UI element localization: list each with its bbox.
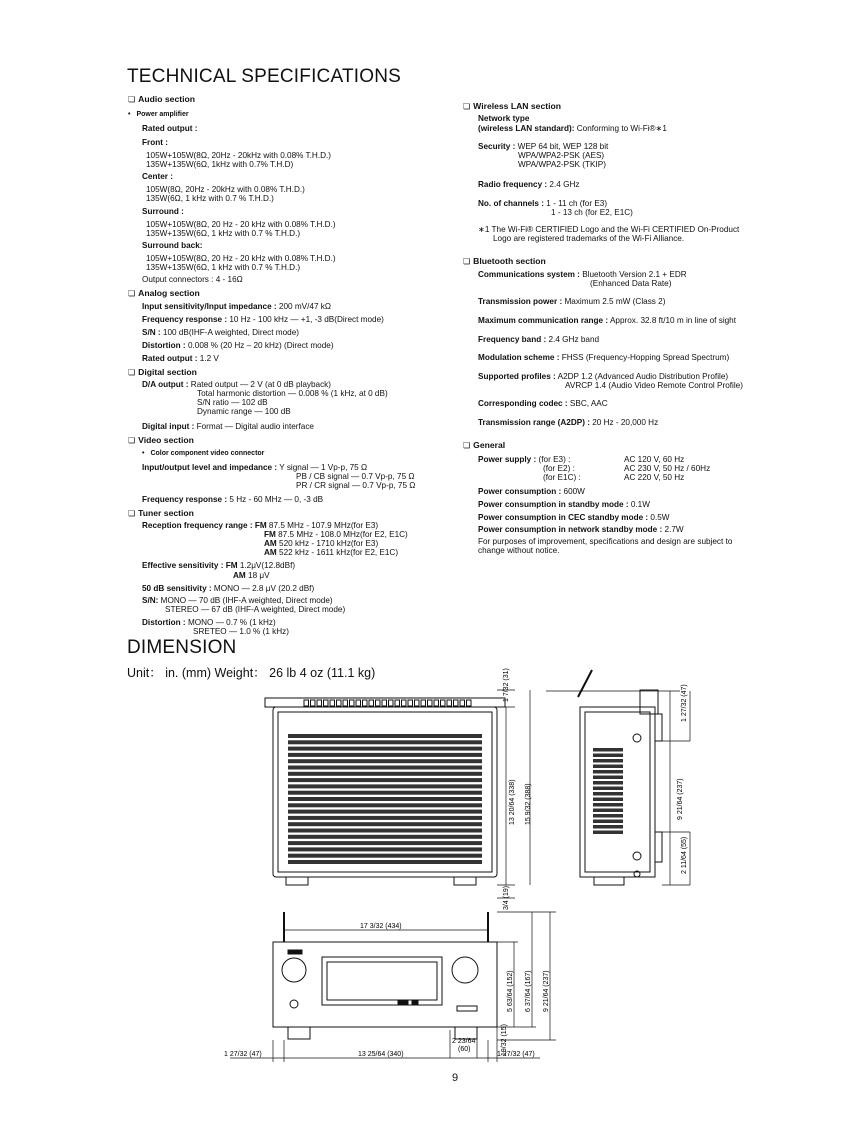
connector-mark: [460, 700, 465, 706]
spec-line: AC 120 V, 60 Hz: [624, 455, 685, 464]
vent-slot: [593, 770, 623, 774]
spec-line: 135W(6Ω, 1 kHz with 0.7 % T.H.D.): [146, 194, 274, 203]
spec-line: [478, 513, 670, 523]
vent-slot: [288, 740, 482, 744]
vent-slot: [288, 847, 482, 851]
spec-label: Security :: [478, 142, 516, 151]
spec-line: WPA/WPA2-PSK (AES): [518, 151, 605, 160]
spec-value: 100 dB(IHF-A weighted, Direct mode): [160, 328, 299, 337]
spec-value: Approx. 32.8 ft/10 m in line of sight: [608, 316, 737, 325]
spec-line: [142, 422, 314, 432]
spec-line: Dynamic range — 100 dB: [197, 407, 291, 416]
spec-label: Reception frequency range : FM: [142, 521, 267, 530]
spec-label: S/N:: [142, 596, 159, 605]
spec-label: Communications system :: [478, 270, 580, 279]
spec-label: Modulation scheme :: [478, 353, 560, 362]
dim-right-47: 1 27/32 (47): [497, 1051, 535, 1058]
spec-value: MONO — 0.7 % (1 kHz): [185, 618, 276, 627]
spec-value: Y signal — 1 Vp-p, 75 Ω: [277, 463, 368, 472]
dim-side-47: 1 27/32 (47): [681, 684, 688, 722]
spec-label: AM: [233, 571, 246, 580]
spec-value: MONO — 2.8 μV (20.2 dBf): [211, 584, 315, 593]
spec-line: [478, 335, 599, 345]
spec-line: [142, 328, 299, 338]
spec-label: Corresponding codec :: [478, 399, 568, 408]
vent-slot: [593, 831, 623, 835]
spec-line: [478, 487, 585, 497]
vent-slot: [288, 835, 482, 839]
spec-label: Frequency band :: [478, 335, 547, 344]
spec-value: 87.5 MHz - 108.0 MHz(for E2, E1C): [275, 530, 408, 539]
vent-slot: [593, 792, 623, 796]
vent-slot: [288, 829, 482, 833]
spec-label: Front :: [142, 138, 168, 147]
spec-label: Rated output :: [142, 124, 198, 133]
vent-slot: [593, 759, 623, 763]
spec-label: (wireless LAN standard):: [478, 124, 575, 133]
spec-label: Input sensitivity/Input impedance :: [142, 302, 277, 311]
dimension-drawing: [200, 660, 780, 1070]
dim-foot-60-a: 2 23/64: [452, 1038, 476, 1045]
bullet-item: [142, 449, 264, 459]
vent-slot: [288, 822, 482, 826]
spec-line: [478, 399, 608, 409]
spec-line: 105W(8Ω, 20Hz - 20kHz with 0.08% T.H.D.): [146, 185, 305, 194]
spec-label: Power supply :: [478, 455, 537, 464]
vent-slot: [288, 797, 482, 801]
spec-label: D/A output :: [142, 380, 189, 389]
bullet-item: [128, 110, 189, 120]
spec-line: [142, 495, 323, 505]
connector-mark: [304, 700, 309, 706]
page-title: TECHNICAL SPECIFICATIONS: [127, 66, 402, 87]
connector-mark: [376, 700, 381, 706]
spec-line: (for E1C) :: [543, 473, 581, 482]
connector-mark: [343, 700, 348, 706]
spec-line: [233, 571, 270, 581]
front-view-drawing: [273, 912, 497, 1039]
connector-mark: [311, 700, 316, 706]
vent-slot: [593, 765, 623, 769]
spec-value: SBC, AAC: [567, 399, 608, 408]
spec-value: 520 kHz - 1710 kHz(for E3): [276, 539, 379, 548]
vent-slot: [288, 747, 482, 751]
spec-value: 2.4 GHz band: [546, 335, 600, 344]
spec-label: Supported profiles :: [478, 372, 556, 381]
section-heading: ❏ Video section: [128, 435, 194, 446]
connector-mark: [421, 700, 426, 706]
dim-foot-60-b: (60): [458, 1046, 471, 1053]
vent-slot: [593, 820, 623, 824]
spec-value: FHSS (Frequency-Hopping Spread Spectrum): [559, 353, 730, 362]
section-heading: ❏ Digital section: [128, 367, 197, 378]
dim-front-237: 9 21/64 (237): [543, 970, 550, 1012]
vent-slot: [288, 772, 482, 776]
connector-mark: [317, 700, 322, 706]
spec-value: 200 mV/47 kΩ: [276, 302, 332, 311]
spec-value: A2DP 1.2 (Advanced Audio Distribution Profile): [555, 372, 729, 381]
connector-mark: [408, 700, 413, 706]
spec-label: Frequency response :: [142, 315, 228, 324]
spec-value: 2.4 GHz: [547, 180, 580, 189]
dim-side-55: 2 11/64 (55): [681, 836, 688, 874]
bullet-text: Color component video connector: [150, 450, 265, 457]
vent-slot: [288, 810, 482, 814]
spec-value: 600W: [561, 487, 585, 496]
spec-value: Maximum 2.5 mW (Class 2): [562, 297, 666, 306]
connector-mark: [467, 700, 472, 706]
dim-left-47: 1 27/32 (47): [224, 1051, 262, 1058]
dim-side-237: 9 21/64 (237): [677, 778, 684, 820]
spec-value: 522 kHz - 1611 kHz(for E2, E1C): [276, 548, 399, 557]
spec-value: 0.5W: [648, 513, 670, 522]
connector-mark: [389, 700, 394, 706]
spec-label: Power consumption in network standby mode :: [478, 525, 663, 534]
spec-line: AVRCP 1.4 (Audio Video Remote Control Profile): [565, 381, 743, 390]
spec-line: [478, 316, 736, 326]
section-heading: ❏ General: [463, 440, 505, 451]
spec-line: [142, 354, 219, 364]
spec-label: No. of channels :: [478, 199, 544, 208]
spec-value: 1.2 V: [197, 354, 219, 363]
spec-label: Surround back:: [142, 241, 203, 250]
spec-label: AM: [264, 539, 277, 548]
spec-line: change without notice.: [478, 546, 560, 555]
spec-line: S/N ratio — 102 dB: [197, 398, 268, 407]
spec-line: PB / CB signal — 0.7 Vp-p, 75 Ω: [296, 472, 415, 481]
vent-slot: [288, 803, 482, 807]
spec-value: WEP 64 bit, WEP 128 bit: [515, 142, 609, 151]
spec-label: Digital input :: [142, 422, 195, 431]
vent-slot: [593, 781, 623, 785]
spec-label: Transmission range (A2DP) :: [478, 418, 590, 427]
top-view-drawing: [265, 698, 505, 885]
spec-line: [478, 124, 667, 134]
spec-line: [478, 353, 729, 363]
dim-front-19: 3/4 (19): [503, 885, 510, 910]
dim-width-434: 17 3/32 (434): [360, 923, 402, 930]
spec-line: Logo are registered trademarks of the Wi-Fi Alliance.: [493, 234, 685, 243]
spec-line: AC 230 V, 50 Hz / 60Hz: [624, 464, 711, 473]
spec-value: MONO — 70 dB (IHF-A weighted, Direct mode): [158, 596, 333, 605]
vent-slot: [288, 791, 482, 795]
spec-value: 1 - 11 ch (for E3): [543, 199, 608, 208]
spec-line: PR / CR signal — 0.7 Vp-p, 75 Ω: [296, 481, 416, 490]
spec-label: Power consumption :: [478, 487, 562, 496]
vent-slot: [593, 798, 623, 802]
connector-mark: [356, 700, 361, 706]
spec-line: WPA/WPA2-PSK (TKIP): [518, 160, 606, 169]
dim-depth-388: 15 9/32 (388): [525, 783, 532, 825]
spec-line: STEREO — 67 dB (IHF-A weighted, Direct mode): [165, 605, 346, 614]
spec-label: Effective sensitivity : FM: [142, 561, 238, 570]
dim-w-340: 13 25/64 (340): [358, 1051, 404, 1058]
connector-mark: [434, 700, 439, 706]
spec-label: Network type: [478, 114, 530, 123]
spec-value: 10 Hz - 100 kHz — +1, -3 dB(Direct mode): [227, 315, 384, 324]
vent-slot: [288, 784, 482, 788]
connector-mark: [363, 700, 368, 706]
vent-slot: [593, 809, 623, 813]
dim-top-height: 1 7/32 (31): [503, 668, 510, 702]
spec-label: 50 dB sensitivity :: [142, 584, 212, 593]
vent-slot: [593, 776, 623, 780]
connector-mark: [447, 700, 452, 706]
spec-label: Transmission power :: [478, 297, 563, 306]
side-view-drawing: [578, 670, 662, 885]
vent-slot: [593, 803, 623, 807]
connector-mark: [441, 700, 446, 706]
spec-line: [478, 297, 665, 307]
spec-line: [142, 584, 314, 594]
vent-slot: [288, 854, 482, 858]
vent-slot: [593, 814, 623, 818]
vent-slot: [593, 825, 623, 829]
spec-line: 105W+105W(8Ω, 20 Hz - 20 kHz with 0.08% T.H.D.): [146, 254, 336, 263]
spec-label: AM: [264, 548, 277, 557]
connector-mark: [395, 700, 400, 706]
spec-label: Power consumption in CEC standby mode :: [478, 513, 649, 522]
page-number: 9: [452, 1072, 459, 1084]
vent-slot: [288, 841, 482, 845]
dim-depth-338: 13 20/64 (338): [509, 779, 516, 825]
spec-line: 135W+135W(6Ω, 1kHz with 0.7% T.H.D): [146, 160, 294, 169]
spec-label: Center :: [142, 172, 173, 181]
vent-slot: [593, 754, 623, 758]
spec-line: [142, 341, 334, 351]
spec-line: 1 - 13 ch (for E2, E1C): [551, 208, 633, 217]
vent-slot: [288, 759, 482, 763]
section-heading: ❏ Audio section: [128, 94, 195, 105]
spec-label: Radio frequency :: [478, 180, 548, 189]
spec-value: 0.1W: [628, 500, 650, 509]
spec-line: 135W+135W(6Ω, 1 kHz with 0.7 % T.H.D.): [146, 229, 301, 238]
spec-value: 5 Hz - 60 MHz — 0, -3 dB: [227, 495, 324, 504]
spec-value: Conforming to Wi-Fi®∗1: [574, 124, 667, 133]
spec-label: Input/output level and impedance :: [142, 463, 278, 472]
connector-mark: [369, 700, 374, 706]
connector-mark: [330, 700, 335, 706]
dim-front-152: 5 63/64 (152): [507, 970, 514, 1012]
dim-foot-15: 19/32 (15): [501, 1024, 508, 1056]
spec-line: [142, 302, 331, 312]
connector-mark: [382, 700, 387, 706]
spec-value: Rated output — 2 V (at 0 dB playback): [188, 380, 331, 389]
connector-mark: [350, 700, 355, 706]
spec-line: 135W+135W(6Ω, 1 kHz with 0.7 % T.H.D.): [146, 263, 301, 272]
vent-slot: [593, 787, 623, 791]
spec-label: S/N :: [142, 328, 161, 337]
vent-slot: [288, 734, 482, 738]
section-heading: ❏ Analog section: [128, 288, 200, 299]
spec-label: FM: [264, 530, 276, 539]
connector-mark: [402, 700, 407, 706]
dimension-title: DIMENSION: [127, 637, 237, 658]
connector-mark: [415, 700, 420, 706]
spec-line: Output connectors : 4 - 16Ω: [142, 275, 243, 284]
spec-value: 87.5 MHz - 107.9 MHz(for E3): [266, 521, 379, 530]
spec-label: Power consumption in standby mode :: [478, 500, 629, 509]
section-heading: ❏ Wireless LAN section: [463, 101, 561, 112]
spec-line: 105W+105W(8Ω, 20Hz - 20kHz with 0.08% T.H.D.): [146, 151, 332, 160]
spec-value: 0.008 % (20 Hz – 20 kHz) (Direct mode): [185, 341, 334, 350]
section-heading: ❏ Bluetooth section: [463, 256, 546, 267]
spec-line: For purposes of improvement, specifications and design are subject to: [478, 537, 733, 546]
spec-line: SRETEO — 1.0 % (1 kHz): [193, 627, 289, 636]
spec-line: (Enhanced Data Rate): [590, 279, 672, 288]
spec-line: AC 220 V, 50 Hz: [624, 473, 685, 482]
spec-line: ∗1 The Wi-Fi® CERTIFIED Logo and the Wi-Fi CERTIFIED On-Product: [478, 225, 740, 234]
spec-value: 20 Hz - 20,000 Hz: [589, 418, 659, 427]
spec-line: 105W+105W(8Ω, 20 Hz - 20 kHz with 0.08% T.H.D.): [146, 220, 336, 229]
vent-slot: [288, 816, 482, 820]
spec-value: (for E3) :: [536, 455, 571, 464]
spec-label: Distortion :: [142, 341, 186, 350]
spec-line: Total harmonic distortion — 0.008 % (1 kHz, at 0 dB): [197, 389, 388, 398]
connector-mark: [428, 700, 433, 706]
spec-line: [478, 525, 684, 535]
spec-line: [478, 418, 658, 428]
vent-slot: [288, 778, 482, 782]
spec-line: [478, 500, 650, 510]
spec-line: [264, 548, 398, 558]
vent-slot: [593, 748, 623, 752]
dim-front-167: 6 37/64 (167): [525, 970, 532, 1012]
connector-mark: [454, 700, 459, 706]
spec-line: [142, 561, 295, 571]
spec-line: [478, 180, 579, 190]
connector-mark: [337, 700, 342, 706]
spec-line: [142, 315, 384, 325]
spec-value: 2.7W: [662, 525, 684, 534]
spec-label: Frequency response :: [142, 495, 228, 504]
spec-label: Rated output :: [142, 354, 198, 363]
connector-mark: [324, 700, 329, 706]
spec-label: Distortion :: [142, 618, 186, 627]
spec-value: 1.2μV(12.8dBf): [237, 561, 296, 570]
spec-line: (for E2) :: [543, 464, 575, 473]
spec-label: Maximum communication range :: [478, 316, 609, 325]
unit-weight-line: Unit： in. (mm) Weight： 26 lb 4 oz (11.1 kg): [127, 666, 376, 680]
section-heading: ❏ Tuner section: [128, 508, 194, 519]
spec-value: Format — Digital audio interface: [194, 422, 314, 431]
spec-value: 18 μV: [245, 571, 270, 580]
bullet-text: Power amplifier: [136, 111, 189, 118]
vent-slot: [288, 753, 482, 757]
spec-value: Bluetooth Version 2.1 + EDR: [579, 270, 687, 279]
spec-label: Surround :: [142, 207, 184, 216]
vent-slot: [288, 860, 482, 864]
vent-slot: [288, 766, 482, 770]
